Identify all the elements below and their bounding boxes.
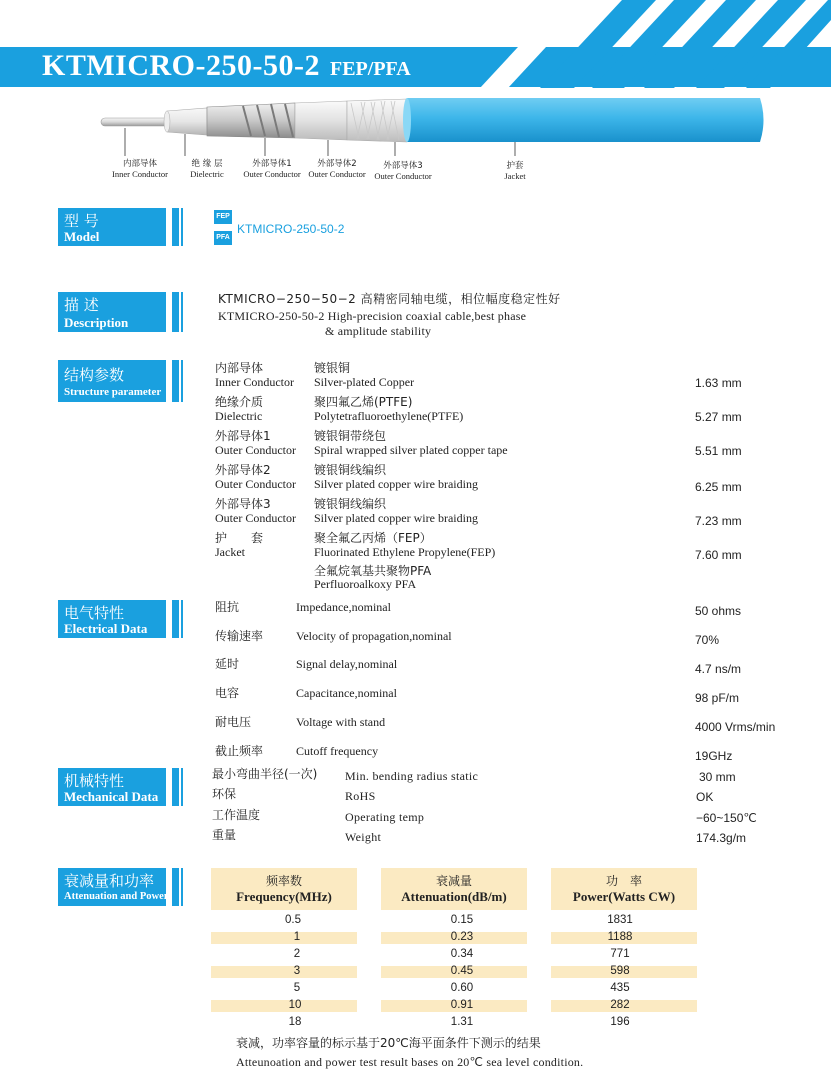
structure-value: 1.63 mm (695, 376, 742, 390)
column-header-frequency: 频率数 Frequency(MHz) (211, 868, 357, 910)
structure-name-zh: 绝缘介质 (215, 395, 264, 409)
electrical-value: 50 ohms (695, 604, 742, 618)
fep-badge: FEP (214, 210, 232, 224)
structure-name-zh: 外部导体3 (215, 497, 271, 511)
structure-name-en: Outer Conductor (215, 511, 296, 525)
power-cell: 1831 (607, 914, 633, 926)
mechanical-label-zh: 重量 (212, 828, 237, 842)
mechanical-label-zh: 环保 (212, 787, 237, 801)
frequency-cell: 5 (293, 982, 301, 994)
product-name: KTMICRO-250-50-2 (42, 49, 320, 82)
mechanical-label-zh: 工作温度 (212, 808, 261, 822)
model-value: KTMICRO-250-50-2 (237, 222, 345, 236)
electrical-label-en: Voltage with stand (296, 715, 386, 729)
structure-material-zh: 镀银铜 (314, 361, 351, 375)
section-label-electrical: 电气特性 Electrical Data (58, 600, 166, 638)
structure-material-zh: 镀银铜带绕包 (314, 429, 387, 443)
cable-label-outer2: 外部导体2 Outer Conductor (308, 159, 366, 179)
electrical-value: 4000 Vrms/min (695, 720, 776, 734)
section-bars-model (172, 208, 186, 246)
mechanical-value: −60~150℃ (696, 811, 757, 825)
description-zh: KTMICRO−250−50−2 高精密同轴电缆，相位幅度稳定性好 (218, 292, 561, 306)
mechanical-label-en: Weight (345, 830, 382, 844)
section-label-attenuation: 衰减量和功率 Attenuation and Power (58, 868, 166, 906)
electrical-label-en: Capacitance,nominal (296, 686, 397, 700)
structure-name-en: Outer Conductor (215, 443, 296, 457)
footnote-zh: 衰减，功率容量的标示基于20℃海平面条件下测示的结果 (236, 1036, 541, 1050)
frequency-cell: 3 (293, 965, 301, 977)
electrical-label-zh: 耐电压 (215, 715, 252, 729)
mechanical-label-en: Min. bending radius static (345, 769, 479, 783)
section-label-structure: 结构参数 Structure parameter (58, 360, 166, 402)
attenuation-cell: 0.34 (450, 948, 474, 960)
structure-material-en: Silver-plated Copper (314, 375, 415, 389)
power-cell: 771 (610, 948, 630, 960)
structure-row (215, 464, 795, 496)
electrical-label-en: Impedance,nominal (296, 600, 391, 614)
table-row (0, 948, 831, 962)
power-cell: 196 (610, 1016, 630, 1028)
structure-value: 7.23 mm (695, 514, 742, 528)
frequency-cell: 2 (293, 948, 301, 960)
table-row (0, 965, 831, 979)
structure-value: 7.60 mm (695, 548, 742, 562)
cable-label-dielectric: 绝 缘 层 Dielectric (190, 159, 224, 179)
mechanical-value: 174.3g/m (696, 831, 747, 845)
mechanical-label-en: Operating temp (345, 810, 425, 824)
electrical-label-en: Cutoff frequency (296, 744, 379, 758)
section-bars-structure (172, 360, 186, 402)
electrical-label-zh: 截止频率 (215, 744, 264, 758)
column-header-attenuation: 衰减量 Attenuation(dB/m) (381, 868, 527, 910)
structure-row (215, 396, 795, 428)
section-label-description: 描 述 Description (58, 292, 166, 332)
attenuation-cell: 0.23 (450, 931, 474, 943)
structure-material-en: Spiral wrapped silver plated copper tape (314, 443, 508, 457)
structure-name-en: Jacket (215, 545, 245, 559)
structure-material-zh: 聚四氟乙烯(PTFE) (314, 395, 413, 409)
power-cell: 598 (610, 965, 630, 977)
mechanical-value: OK (696, 790, 714, 804)
structure-material-en: Silver plated copper wire braiding (314, 511, 478, 525)
column-header-power: 功 率 Power(Watts CW) (551, 868, 697, 910)
power-cell: 282 (610, 999, 630, 1011)
page-title (42, 49, 411, 83)
electrical-label-zh: 阻抗 (215, 600, 240, 614)
structure-value: 5.51 mm (695, 444, 742, 458)
cable-label-jacket: 护套 Jacket (504, 161, 526, 181)
structure-material-en: Fluorinated Ethylene Propylene(FEP) (314, 545, 496, 559)
electrical-label-en: Velocity of propagation,nominal (296, 629, 452, 643)
table-row (0, 1016, 831, 1030)
electrical-value: 19GHz (695, 749, 733, 763)
table-row (0, 931, 831, 945)
structure-extra-en: Perfluoroalkoxy PFA (314, 577, 417, 591)
electrical-value: 70% (695, 633, 720, 647)
electrical-label-zh: 电容 (215, 686, 240, 700)
structure-material-en: Silver plated copper wire braiding (314, 477, 478, 491)
attenuation-cell: 0.91 (450, 999, 474, 1011)
frequency-cell: 1 (293, 931, 301, 943)
electrical-value: 98 pF/m (695, 691, 740, 705)
structure-row (215, 362, 795, 394)
structure-value: 5.27 mm (695, 410, 742, 424)
structure-material-zh: 聚全氟乙丙烯（FEP） (314, 531, 432, 545)
pfa-badge: PFA (214, 231, 232, 245)
electrical-label-zh: 传输速率 (215, 629, 264, 643)
section-bars-mechanical (172, 768, 186, 806)
attenuation-cell: 0.60 (450, 982, 474, 994)
structure-extra-zh: 全氟烷氧基共聚物PFA (314, 564, 432, 578)
structure-name-zh: 内部导体 (215, 361, 264, 375)
structure-row (215, 498, 795, 530)
structure-name-en: Inner Conductor (215, 375, 294, 389)
product-subtitle: FEP/PFA (329, 58, 411, 80)
electrical-label-zh: 延时 (215, 657, 240, 671)
power-cell: 1188 (607, 931, 633, 943)
section-bars-electrical (172, 600, 186, 638)
structure-value: 6.25 mm (695, 480, 742, 494)
structure-name-zh: 外部导体1 (215, 429, 271, 443)
footnote-en: Atteunoation and power test result bases on 20℃ sea level condition. (236, 1055, 584, 1069)
section-bars-attenuation (172, 868, 186, 906)
structure-material-zh: 镀银铜线编织 (314, 463, 387, 477)
structure-row (215, 430, 795, 462)
frequency-cell: 10 (288, 999, 302, 1011)
attenuation-cell: 1.31 (450, 1016, 474, 1028)
structure-name-zh: 外部导体2 (215, 463, 271, 477)
description-en-2: & amplitude stability (325, 324, 432, 338)
mechanical-value: 30 mm (699, 770, 736, 784)
structure-name-en: Outer Conductor (215, 477, 296, 491)
table-row (0, 999, 831, 1013)
section-bars-description (172, 292, 186, 332)
structure-row (215, 532, 795, 564)
attenuation-cell: 0.15 (450, 914, 474, 926)
section-label-mechanical: 机械特性 Mechanical Data (58, 768, 166, 806)
cable-label-inner: 内部导体 Inner Conductor (112, 159, 168, 179)
cable-label-outer1: 外部导体1 Outer Conductor (243, 159, 301, 179)
frequency-cell: 0.5 (285, 914, 301, 926)
cable-label-outer3: 外部导体3 Outer Conductor (374, 161, 432, 181)
mechanical-label-zh: 最小弯曲半径(一次) (212, 767, 318, 781)
section-label-model: 型 号 Model (58, 208, 166, 246)
electrical-value: 4.7 ns/m (695, 662, 742, 676)
structure-material-en: Polytetrafluoroethylene(PTFE) (314, 409, 464, 423)
structure-name-en: Dielectric (215, 409, 263, 423)
mechanical-label-en: RoHS (345, 789, 376, 803)
frequency-cell: 18 (288, 1016, 302, 1028)
structure-name-zh: 护 套 (215, 531, 264, 545)
structure-material-zh: 镀银铜线编织 (314, 497, 387, 511)
header-stripes (480, 0, 831, 88)
table-row (0, 914, 831, 928)
power-cell: 435 (610, 982, 630, 994)
attenuation-cell: 0.45 (450, 965, 474, 977)
electrical-label-en: Signal delay,nominal (296, 657, 398, 671)
table-row (0, 982, 831, 996)
description-en-1: KTMICRO-250-50-2 High-precision coaxial cable,best phase (218, 309, 527, 323)
